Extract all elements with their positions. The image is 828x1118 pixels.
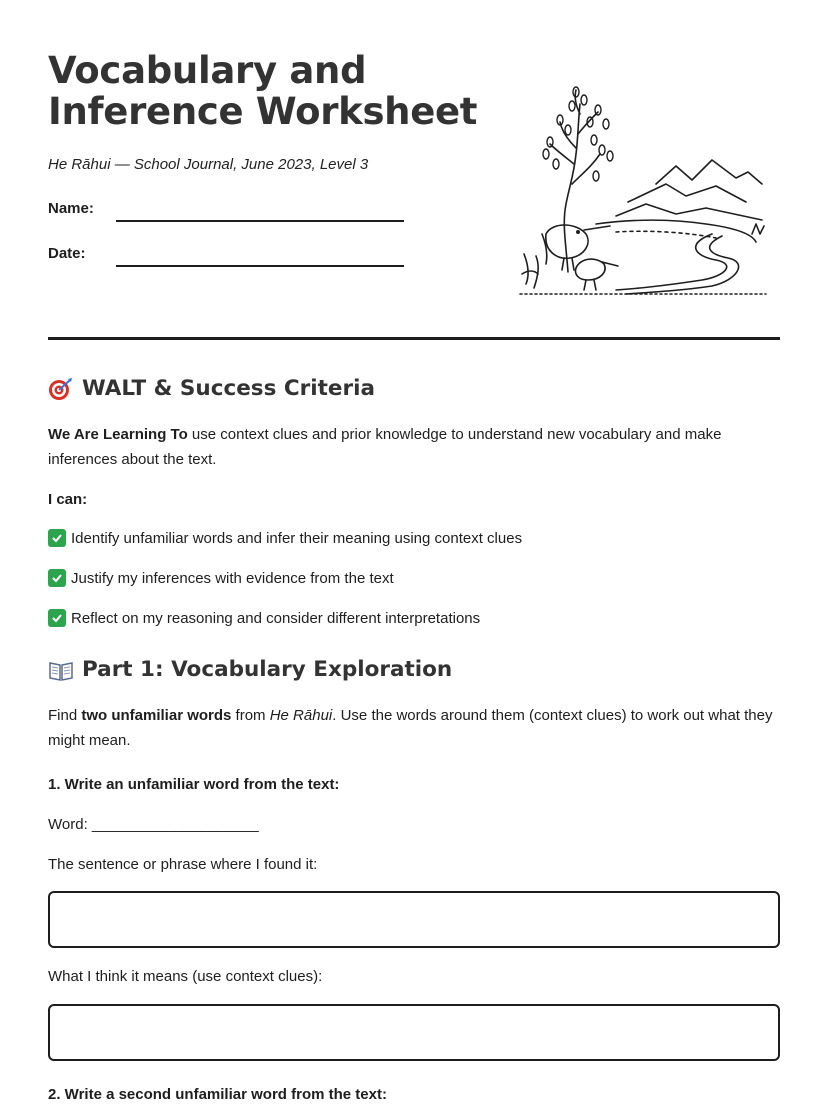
q1-sentence-answer-box[interactable] — [48, 891, 780, 948]
name-line[interactable] — [116, 220, 404, 222]
part1-intro-a: Find — [48, 707, 82, 724]
walt-heading-text: WALT & Success Criteria — [82, 376, 375, 401]
check-icon — [48, 569, 66, 587]
q1-word-field[interactable]: Word: ____________________ — [48, 816, 259, 833]
page-title — [48, 50, 488, 132]
q1-meaning-label: What I think it means (use context clues): — [48, 968, 323, 985]
walt-heading — [48, 376, 375, 401]
section-divider — [48, 337, 780, 340]
name-label: Name: — [48, 200, 94, 217]
part1-heading-text: Part 1: Vocabulary Exploration — [82, 657, 453, 682]
q2-title: 2. Write a second unfamiliar word from the text: — [48, 1086, 387, 1103]
title-line-1: Vocabulary and — [48, 49, 367, 92]
name-field[interactable] — [48, 200, 408, 224]
criterion-2 — [48, 569, 394, 587]
criterion-3 — [48, 609, 480, 627]
part1-heading — [48, 657, 452, 682]
q1-title: 1. Write an unfamiliar word from the text: — [48, 776, 340, 793]
part1-intro-b: from — [231, 707, 270, 724]
title-line-2: Inference Worksheet — [48, 90, 478, 133]
criterion-text: Justify my inferences with evidence from the text — [71, 569, 394, 587]
walt-intro — [48, 422, 780, 472]
subtitle: He Rāhui — School Journal, June 2023, Level 3 — [48, 156, 369, 173]
criterion-text: Identify unfamiliar words and infer their meaning using context clues — [71, 529, 523, 547]
part1-intro-bold: two unfamiliar words — [81, 707, 232, 724]
part1-intro-title: He Rāhui — [269, 707, 333, 724]
date-line[interactable] — [116, 265, 404, 267]
walt-intro-bold: We Are Learning To — [48, 426, 188, 443]
target-icon — [48, 377, 74, 401]
landscape-illustration — [516, 84, 768, 298]
date-label: Date: — [48, 245, 86, 262]
q1-meaning-answer-box[interactable] — [48, 1004, 780, 1061]
criterion-text: Reflect on my reasoning and consider different interpretations — [71, 609, 481, 627]
check-icon — [48, 609, 66, 627]
date-field[interactable] — [48, 245, 408, 269]
check-icon — [48, 529, 66, 547]
part1-intro — [48, 703, 780, 753]
part1-intro-c: . Use the words around them (context clues) to work out what they might mean. — [48, 707, 773, 749]
q1-sentence-label: The sentence or phrase where I found it: — [48, 856, 318, 873]
ican-label: I can: — [48, 491, 88, 508]
book-icon — [48, 658, 74, 682]
criterion-1 — [48, 529, 522, 547]
walt-intro-rest: use context clues and prior knowledge to understand new vocabulary and make inferences about the text. — [48, 426, 722, 468]
